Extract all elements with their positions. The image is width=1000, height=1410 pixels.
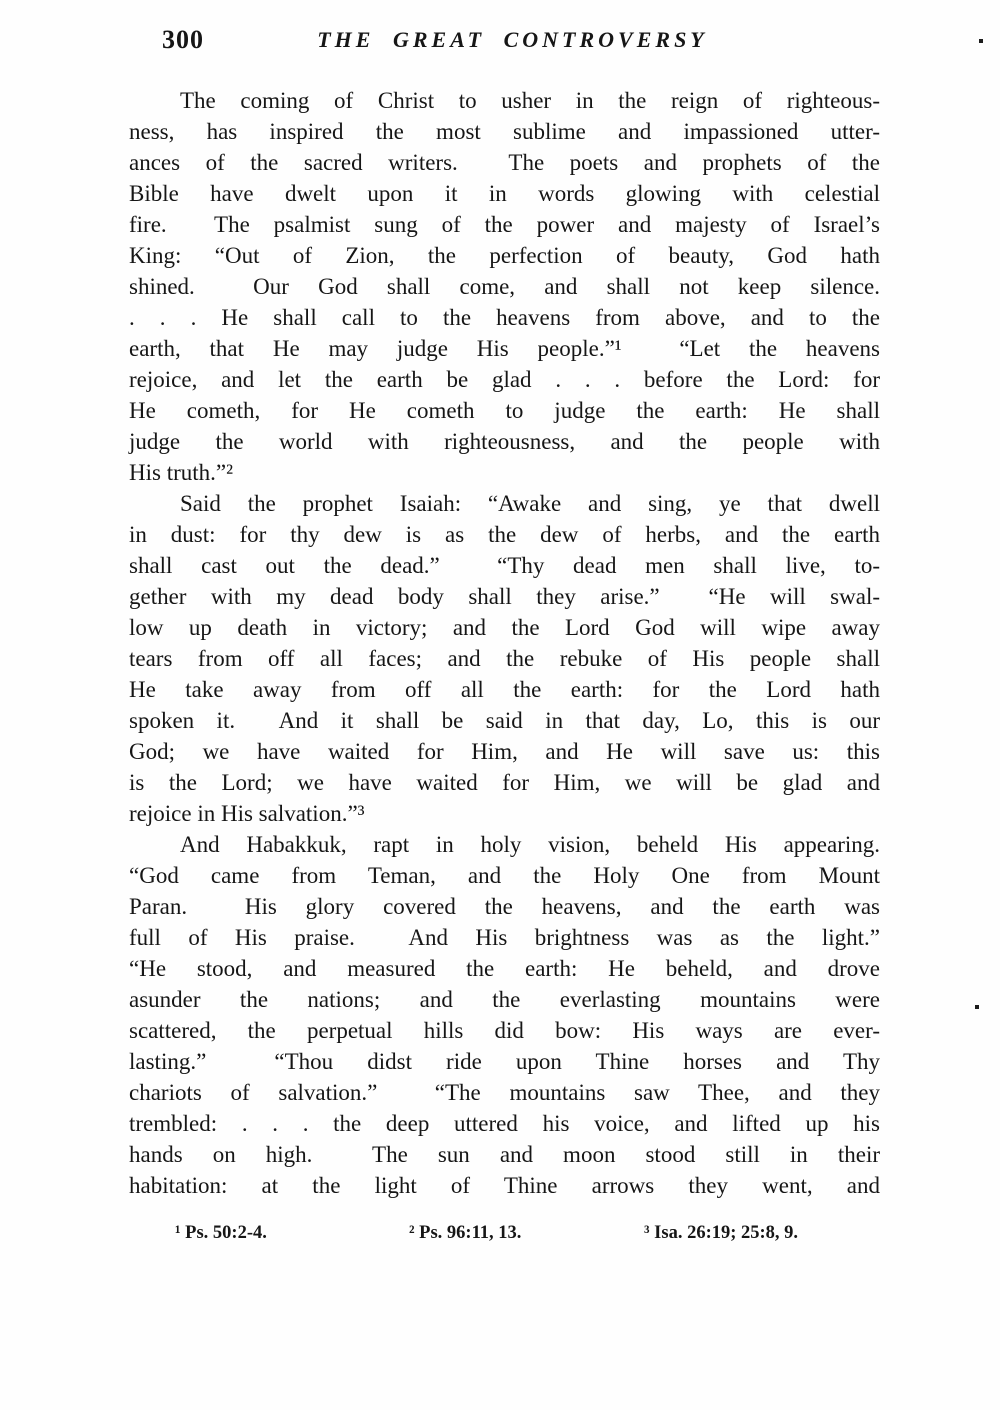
scan-speck [975, 1005, 979, 1009]
text-line: He take away from off all the earth: for the Lord hath [129, 677, 880, 702]
text-line: full of His praise. And His brightness was as the light.” [129, 925, 880, 950]
text-line: “God came from Teman, and the Holy One from Mount [129, 863, 880, 888]
text-line: rejoice in His salvation.”³ [129, 801, 365, 826]
text-line: . . . He shall call to the heavens from above, and to the [129, 305, 880, 330]
text-line: shall cast out the dead.” “Thy dead men shall live, to- [129, 553, 880, 578]
scan-speck [979, 39, 983, 43]
text-line: is the Lord; we have waited for Him, we will be glad and [129, 770, 880, 795]
text-line: Paran. His glory covered the heavens, and the earth was [129, 894, 880, 919]
text-line: King: “Out of Zion, the perfection of beauty, God hath [129, 243, 880, 268]
footnote-1: ¹ Ps. 50:2-4. [175, 1223, 267, 1243]
page-number: 300 [162, 25, 204, 54]
footnotes [0, 1218, 1000, 1248]
text-line: judge the world with righteousness, and the people with [129, 429, 880, 454]
text-line: His truth.”² [129, 460, 233, 485]
text-line: Bible have dwelt upon it in words glowing with celestial [129, 181, 880, 206]
text-line: He cometh, for He cometh to judge the earth: He shall [129, 398, 880, 423]
running-title: THE GREAT CONTROVERSY [317, 27, 708, 52]
text-line: chariots of salvation.” “The mountains saw Thee, and they [129, 1080, 880, 1105]
text-line: rejoice, and let the earth be glad . . . before the Lord: for [129, 367, 880, 392]
text-line: Said the prophet Isaiah: “Awake and sing, ye that dwell [180, 491, 880, 516]
text-line: ances of the sacred writers. The poets and prophets of the [129, 150, 880, 175]
footnote-3: ³ Isa. 26:19; 25:8, 9. [644, 1223, 799, 1243]
text-line: scattered, the perpetual hills did bow: His ways are ever- [129, 1018, 880, 1043]
text-line: gether with my dead body shall they arise.” “He will swal- [129, 584, 880, 609]
text-line: spoken it. And it shall be said in that day, Lo, this is our [129, 708, 880, 733]
text-line: earth, that He may judge His people.”¹ “Let the heavens [129, 336, 880, 361]
text-line: habitation: at the light of Thine arrows they went, and [129, 1173, 880, 1198]
text-line: ness, has inspired the most sublime and impassioned utter- [129, 119, 880, 144]
text-line: tears from off all faces; and the rebuke of His people shall [129, 646, 880, 671]
text-line: trembled: . . . the deep uttered his voice, and lifted up his [129, 1111, 880, 1136]
page-header [129, 24, 880, 56]
text-line: in dust: for thy dew is as the dew of herbs, and the earth [129, 522, 880, 547]
text-line: God; we have waited for Him, and He will save us: this [129, 739, 880, 764]
text-line: shined. Our God shall come, and shall not keep silence. [129, 274, 880, 299]
text-line: asunder the nations; and the everlasting mountains were [129, 987, 880, 1012]
text-line: fire. The psalmist sung of the power and majesty of Israel’s [129, 212, 880, 237]
text-line: low up death in victory; and the Lord God will wipe away [129, 615, 880, 640]
text-line: “He stood, and measured the earth: He beheld, and drove [129, 956, 880, 981]
text-line: lasting.” “Thou didst ride upon Thine horses and Thy [129, 1049, 880, 1074]
text-line: The coming of Christ to usher in the reign of righteous- [180, 88, 880, 113]
body-text [129, 85, 880, 1201]
footnote-2: ² Ps. 96:11, 13. [409, 1223, 522, 1243]
text-line: hands on high. The sun and moon stood still in their [129, 1142, 880, 1167]
text-line: And Habakkuk, rapt in holy vision, beheld His appearing. [180, 832, 880, 857]
